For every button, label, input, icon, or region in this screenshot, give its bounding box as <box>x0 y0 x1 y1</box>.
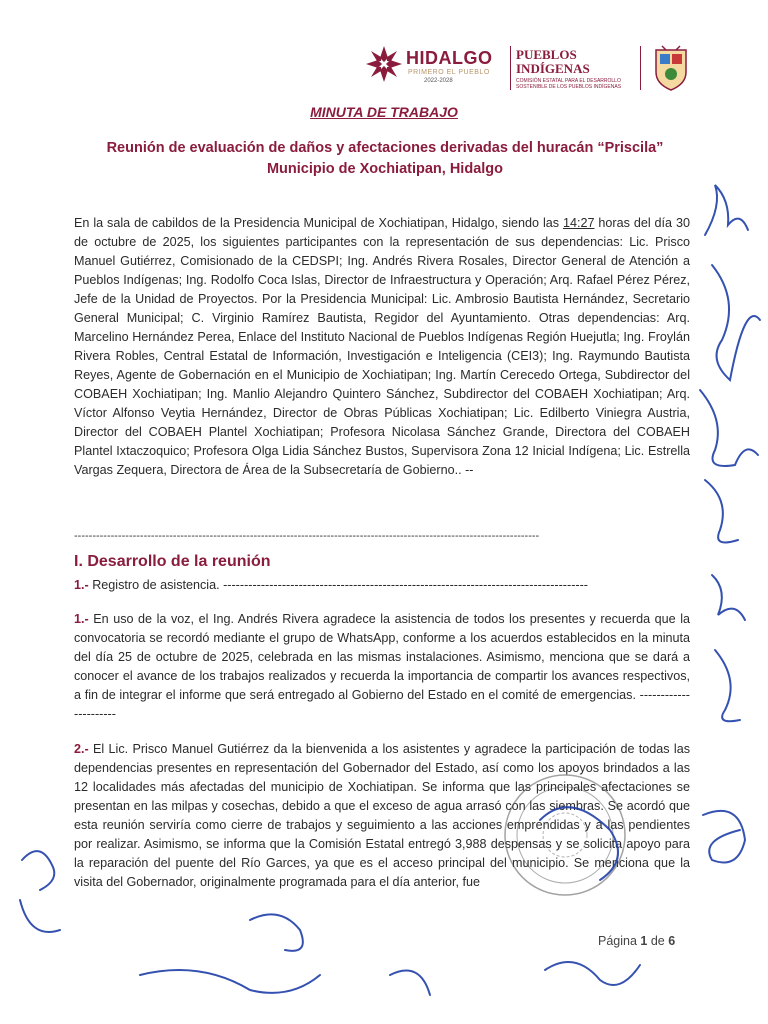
official-stamp <box>500 770 630 900</box>
logo-divider-2 <box>640 46 641 90</box>
item-text: Registro de asistencia. --------------------------------------------------------------------------------------- <box>88 578 588 592</box>
footer-of: de <box>647 934 669 948</box>
hidalgo-name: HIDALGO <box>406 48 493 68</box>
intro-text-rest: horas del día 30 de octubre de 2025, los siguientes participantes con la representación de sus dependencias: Lic. Prisco Manuel Gutiérrez, Comisionado de la CEDSPI; Ing. Andrés Rivera Rosales, Director General de Atención a Pueblos Indígenas; Ing. Rodolfo Coca Islas, Director de Infraestructura y Operación; Arq. Rafael Pérez Pérez, Jefe de la Unidad de Proyectos. Por la Presidencia Municipal: Lic. Ambrosio Bautista Hernández, Secretario General Municipal; C. Virginio Ramírez Bautista, Regidor del Ayuntamiento. Otras dependencias: Arq. Marcelino Hernández Perea, Enlace del Instituto Nacional de Pueblos Indígenas Región Huejutla; Ing. Froylán Rivera Robles, Central Estatal de Información, Investigación e Inteligencia (CEI3); Ing. Raymundo Bautista Reyes, Agente de Gobernación en el Municipio de Xochiatipan; Ing. Martín Cerecedo Ortega, Subdirector del COBAEH Xochiatipan; Ing. Manlio Alejandro Quintero Sánchez, Subdirector del COBAEH Xochiatipan; Arq. Víctor Alfonso Veytia Hernández, Director de Obras Públicas Xochiatipan; Lic. Edilberto Viniegra Austria, Director del COBAEH Plantel Xochiatipan; Profesora Nicolasa Sánchez Grande, Directora del COBAEH Plantel Ixtaczoquico; Profesora Olga Lidia Sánchez Bustos, Supervisora Zona 12 Inicial Indígena; Lic. Estrella Vargas Zequera, Directora de Área de la Subsecretaría de Gobierno.. -- <box>74 216 690 477</box>
section-heading: I. Desarrollo de la reunión <box>74 553 271 570</box>
pueblos-line1: PUEBLOS <box>516 47 577 62</box>
item-number: 1.- <box>74 612 89 626</box>
item-number: 2.- <box>74 742 89 756</box>
hidalgo-flower-icon <box>364 44 404 84</box>
subtitle-line-1: Reunión de evaluación de daños y afectaciones derivadas del huracán “Priscila” <box>106 140 664 156</box>
intro-text-start: En la sala de cabildos de la Presidencia Municipal de Xochiatipan, Hidalgo, siendo las <box>74 216 563 230</box>
item-paragraph-1 <box>74 610 690 724</box>
logo-divider <box>510 46 511 90</box>
subtitle-line-2: Municipio de Xochiatipan, Hidalgo <box>266 161 504 177</box>
footer-total: 6 <box>668 934 676 948</box>
document-title: MINUTA DE TRABAJO <box>310 104 458 120</box>
pueblos-line2: INDÍGENAS <box>516 61 590 76</box>
hidalgo-logo <box>364 44 506 98</box>
footer-page: 1 <box>640 934 648 948</box>
page-footer <box>598 934 675 948</box>
item-registro <box>74 576 690 595</box>
item-text: En uso de la voz, el Ing. Andrés Rivera agradece la asistencia de todos los presentes y recuerda que la convocatoria se recordó mediante el grupo de WhatsApp, conforme a los acuerdos establecidos en la minuta del día 25 de octubre de 2025, celebrada en las mismas instalaciones. Asimismo, menciona que se dará a conocer el avance de los trabajos realizados y recuerda la importancia de compartir los avances respectivos, a fin de integrar el informe que será entregado al Gobierno del Estado en el comité de emergencias. ---------------------- <box>74 612 690 721</box>
item-number: 1.- <box>74 578 89 592</box>
header-logos <box>364 44 694 104</box>
hidalgo-years: 2022-2028 <box>424 78 453 84</box>
document-subtitle <box>60 138 710 180</box>
separator-line: ------------------------------------------------------------------------------------------------------------------------------- <box>74 530 540 542</box>
intro-time: 14:27 <box>562 216 595 230</box>
hidalgo-tagline: PRIMERO EL PUEBLO <box>408 69 490 76</box>
item-text: El Lic. Prisco Manuel Gutiérrez da la bienvenida a los asistentes y agradece la participación de todas las dependencias presentes en representación del Gobernador del Estado, así como los apoyos brindados a las 12 localidades más afectadas del municipio de Xochiatipan. Se informa que las principales afectaciones se presentan en las milpas y cosechas, debido a que el exceso de agua arrasó con las siembras. Se acordó que esta reunión serviría como cierre de trabajos y seguimiento a las acciones emprendidas y a las pendientes por realizar. Asimismo, se informa que la Comisión Estatal entregó 3,988 despensas y se solicita apoyo para la reparación del puente del Río Garces, ya que es el acceso principal del municipio. Se menciona que la visita del Gobernador, originalmente programada para el día anterior, fue <box>74 742 690 889</box>
pueblos-subtitle: COMISIÓN ESTATAL PARA EL DESARROLLO SOSTENIBLE DE LOS PUEBLOS INDÍGENAS <box>516 78 622 90</box>
intro-paragraph <box>74 214 690 480</box>
pueblos-indigenas-logo <box>516 48 656 90</box>
footer-label: Página <box>598 934 641 948</box>
coat-of-arms-icon <box>652 44 690 92</box>
